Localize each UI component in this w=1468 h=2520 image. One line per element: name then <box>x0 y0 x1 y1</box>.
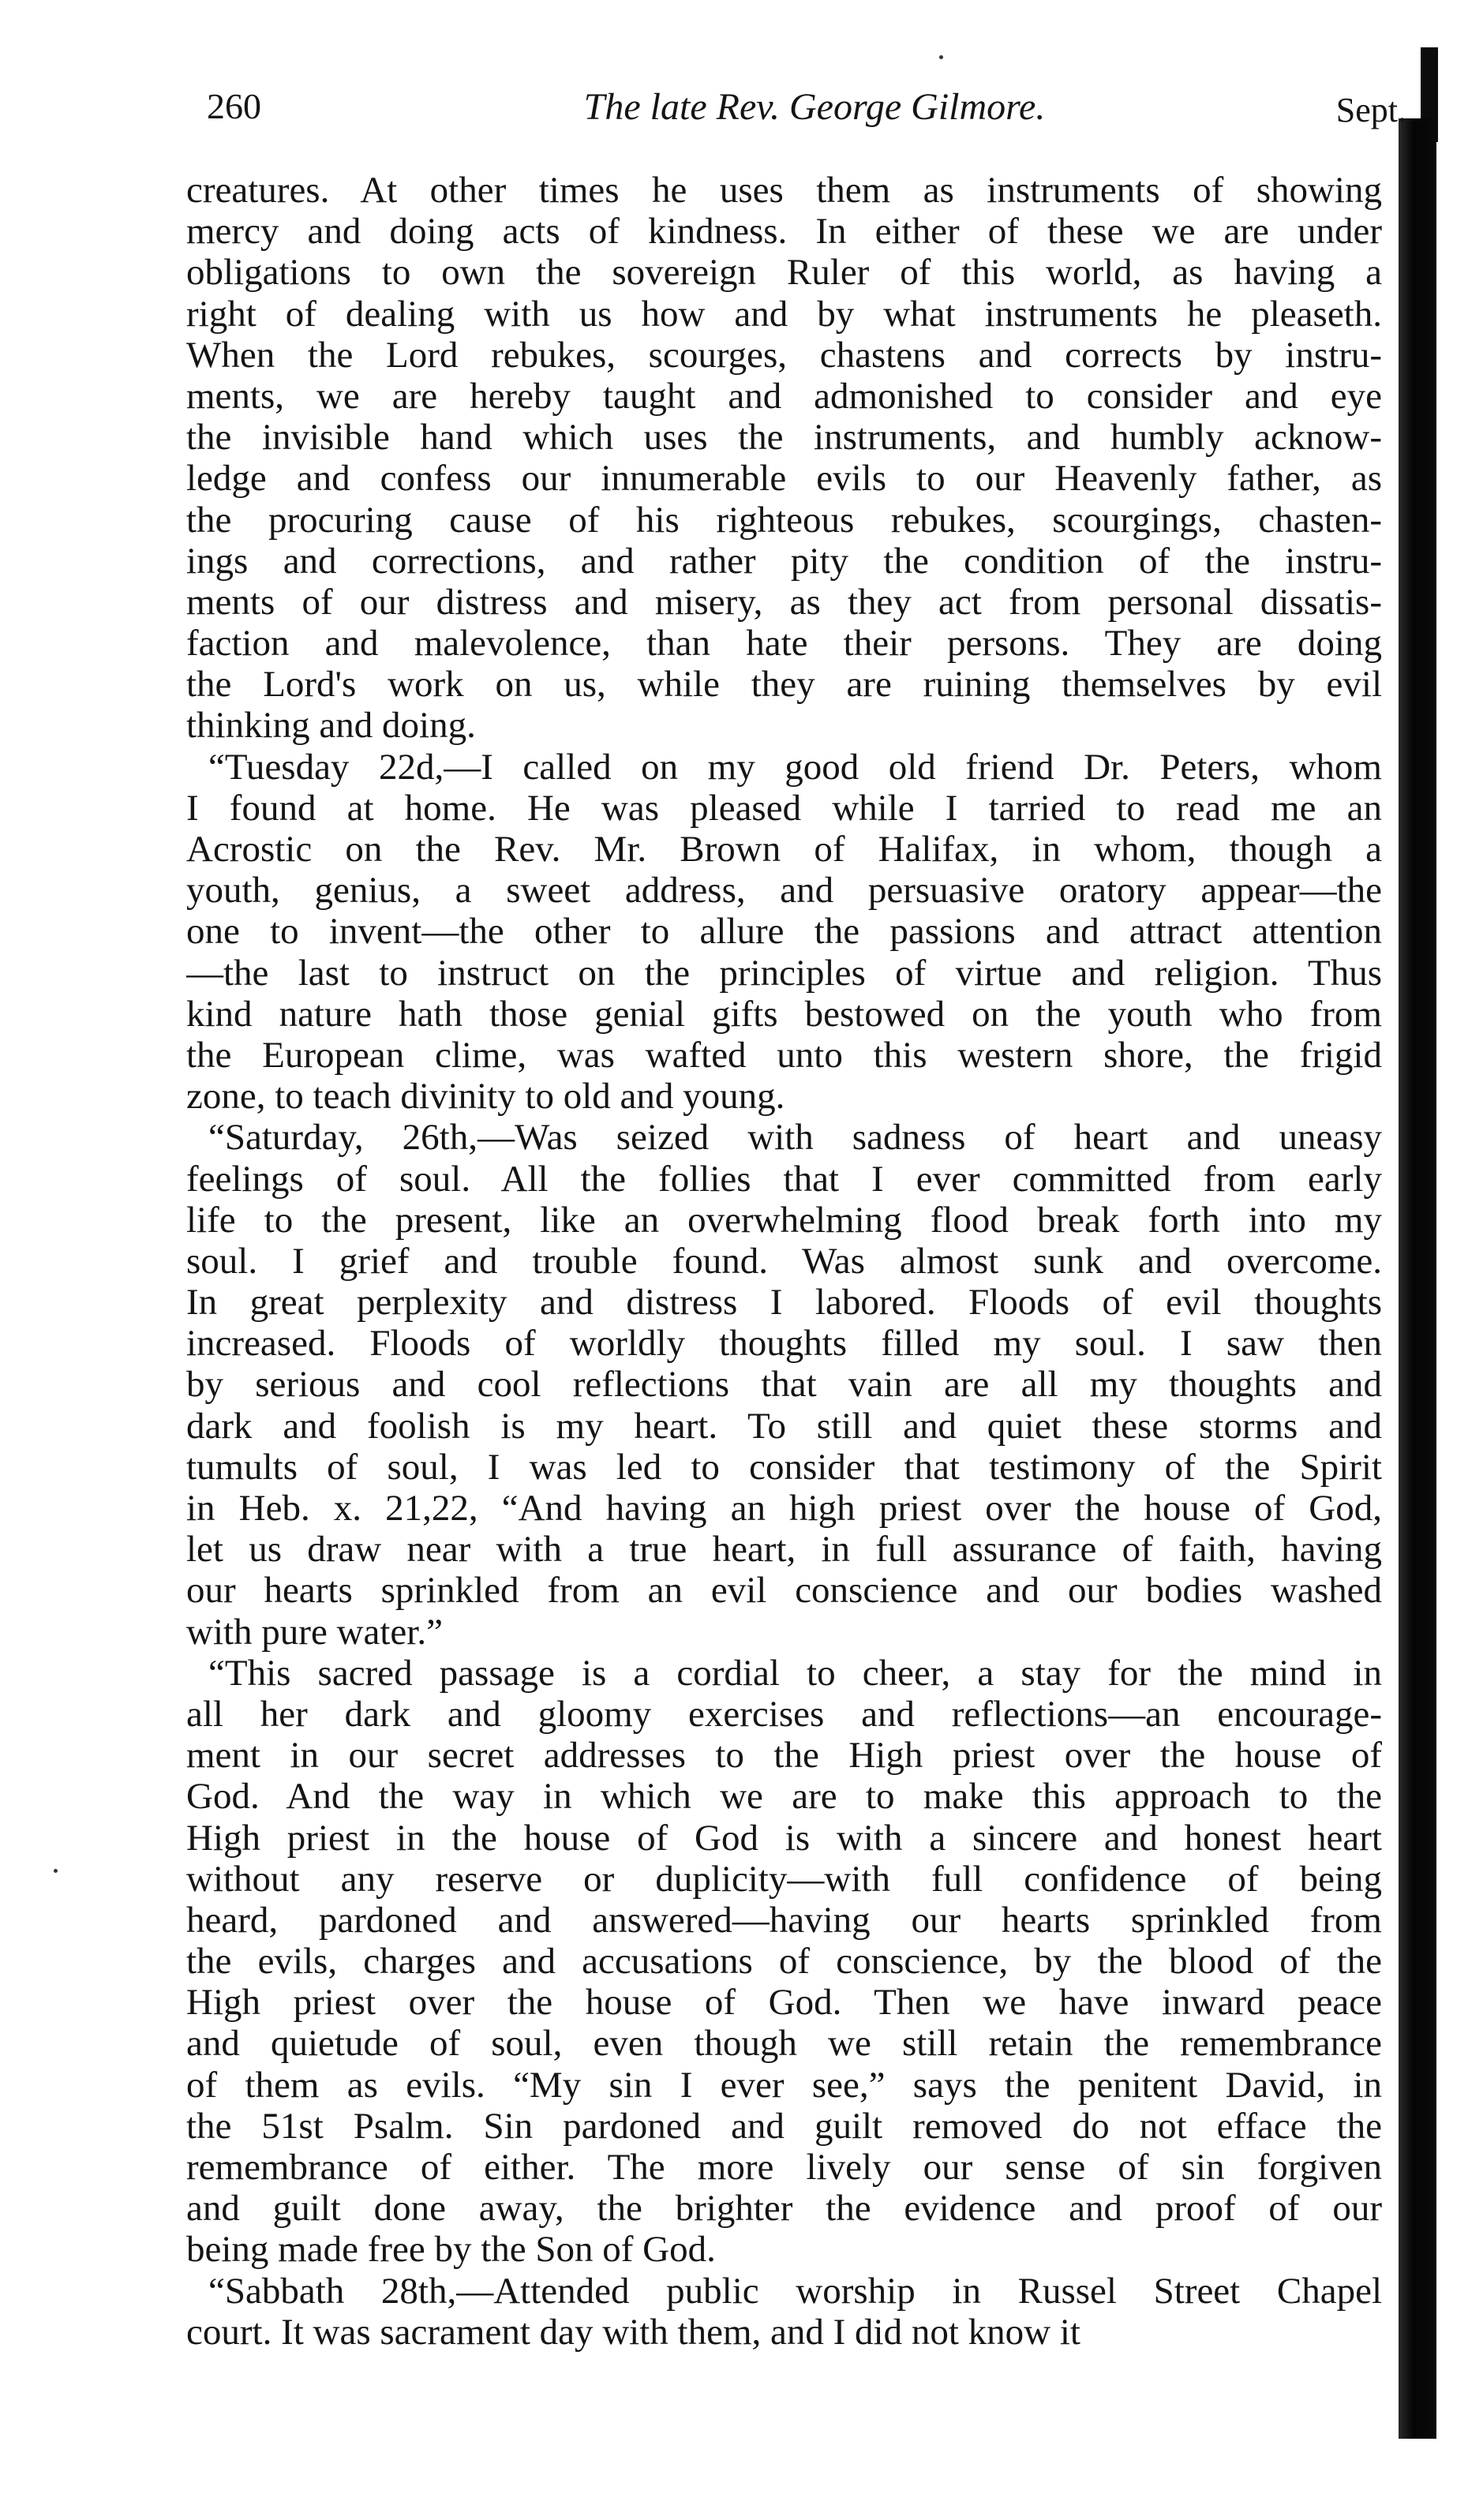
binding-shadow <box>1399 118 1436 2439</box>
text-line: by serious and cool reflections that vain are all my thoughts and <box>186 1364 1382 1406</box>
text-line: ledge and confess our innumerable evils to our Heavenly father, as <box>186 458 1382 500</box>
text-line: God. And the way in which we are to make this approach to the <box>186 1776 1382 1818</box>
text-line: one to invent—the other to allure the passions and attract attention <box>186 911 1382 953</box>
text-line: increased. Floods of worldly thoughts filled my soul. I saw then <box>186 1323 1382 1365</box>
text-line: in Heb. x. 21,22, “And having an high priest over the house of God, <box>186 1488 1382 1529</box>
text-line: ment in our secret addresses to the High priest over the house of <box>186 1735 1382 1777</box>
text-line: the 51st Psalm. Sin pardoned and guilt removed do not efface the <box>186 2105 1382 2147</box>
text-line: ments of our distress and misery, as they act from personal dissatis- <box>186 581 1382 623</box>
text-line: and quietude of soul, even though we still retain the remembrance <box>186 2023 1382 2065</box>
text-line: thinking and doing. <box>186 705 476 747</box>
text-line: “Sabbath 28th,—Attended public worship in Russel Street Chapel <box>208 2270 1382 2312</box>
text-line: “Tuesday 22d,—I called on my good old friend Dr. Peters, whom <box>208 746 1382 788</box>
text-line: our hearts sprinkled from an evil conscience and our bodies washed <box>186 1570 1382 1612</box>
text-line: let us draw near with a true heart, in full assurance of faith, having <box>186 1529 1382 1571</box>
text-line: mercy and doing acts of kindness. In either of these we are under <box>186 211 1382 253</box>
running-header <box>207 85 1406 148</box>
text-line: obligations to own the sovereign Ruler of this world, as having a <box>186 252 1382 294</box>
text-line: life to the present, like an overwhelming flood break forth into my <box>186 1199 1382 1241</box>
running-title: The late Rev. George Gilmore. <box>583 86 1046 128</box>
text-line: tumults of soul, I was led to consider that testimony of the Spirit <box>186 1446 1382 1488</box>
text-line: “This sacred passage is a cordial to cheer, a stay for the mind in <box>208 1652 1382 1694</box>
text-line: the Lord's work on us, while they are ruining themselves by evil <box>186 664 1382 706</box>
text-line: In great perplexity and distress I labored. Floods of evil thoughts <box>186 1282 1382 1324</box>
text-line: the evils, charges and accusations of conscience, by the blood of the <box>186 1941 1382 1983</box>
scan-speck <box>939 55 943 59</box>
text-line: Acrostic on the Rev. Mr. Brown of Halifax, in whom, though a <box>186 829 1382 870</box>
body-text <box>186 170 1382 2353</box>
text-line: I found at home. He was pleased while I tarried to read me an <box>186 787 1382 829</box>
text-line: with pure water.” <box>186 1611 443 1653</box>
text-line: and guilt done away, the brighter the evidence and proof of our <box>186 2188 1382 2230</box>
text-line: creatures. At other times he uses them as instruments of showing <box>186 170 1382 211</box>
running-month: Sept. <box>1335 91 1406 129</box>
text-line: soul. I grief and trouble found. Was almost sunk and overcome. <box>186 1240 1382 1282</box>
text-line: court. It was sacrament day with them, and I did not know it <box>186 2311 1080 2353</box>
page-number: 260 <box>207 86 261 126</box>
text-line: being made free by the Son of God. <box>186 2229 716 2271</box>
text-line: faction and malevolence, than hate their persons. They are doing <box>186 623 1382 665</box>
scan-speck <box>54 1869 58 1873</box>
text-line: High priest in the house of God is with a sincere and honest heart <box>186 1817 1382 1859</box>
text-line: kind nature hath those genial gifts bestowed on the youth who from <box>186 993 1382 1035</box>
text-line: —the last to instruct on the principles of virtue and religion. Thus <box>186 952 1382 994</box>
text-line: High priest over the house of God. Then we have inward peace <box>186 1982 1382 2024</box>
text-line: of them as evils. “My sin I ever see,” says the penitent David, in <box>186 2064 1382 2106</box>
text-line: without any reserve or duplicity—with full confidence of being <box>186 1858 1382 1900</box>
text-line: the procuring cause of his righteous rebukes, scourgings, chasten- <box>186 499 1382 541</box>
text-line: ings and corrections, and rather pity the condition of the instru- <box>186 540 1382 582</box>
text-line: heard, pardoned and answered—having our hearts sprinkled from <box>186 1899 1382 1941</box>
text-line: zone, to teach divinity to old and young. <box>186 1076 785 1118</box>
text-line: “Saturday, 26th,—Was seized with sadness of heart and uneasy <box>208 1117 1382 1159</box>
text-line: youth, genius, a sweet address, and persuasive oratory appear—the <box>186 870 1382 912</box>
text-line: the invisible hand which uses the instruments, and humbly acknow- <box>186 417 1382 459</box>
text-line: remembrance of either. The more lively our sense of sin forgiven <box>186 2147 1382 2188</box>
text-line: When the Lord rebukes, scourges, chastens and corrects by instru- <box>186 334 1382 376</box>
text-line: ments, we are hereby taught and admonished to consider and eye <box>186 375 1382 417</box>
text-line: dark and foolish is my heart. To still and quiet these storms and <box>186 1405 1382 1447</box>
text-line: all her dark and gloomy exercises and reflections—an encourage- <box>186 1693 1382 1735</box>
text-line: the European clime, was wafted unto this western shore, the frigid <box>186 1034 1382 1076</box>
text-line: feelings of soul. All the follies that I ever committed from early <box>186 1158 1382 1200</box>
text-line: right of dealing with us how and by what instruments he pleaseth. <box>186 293 1382 335</box>
